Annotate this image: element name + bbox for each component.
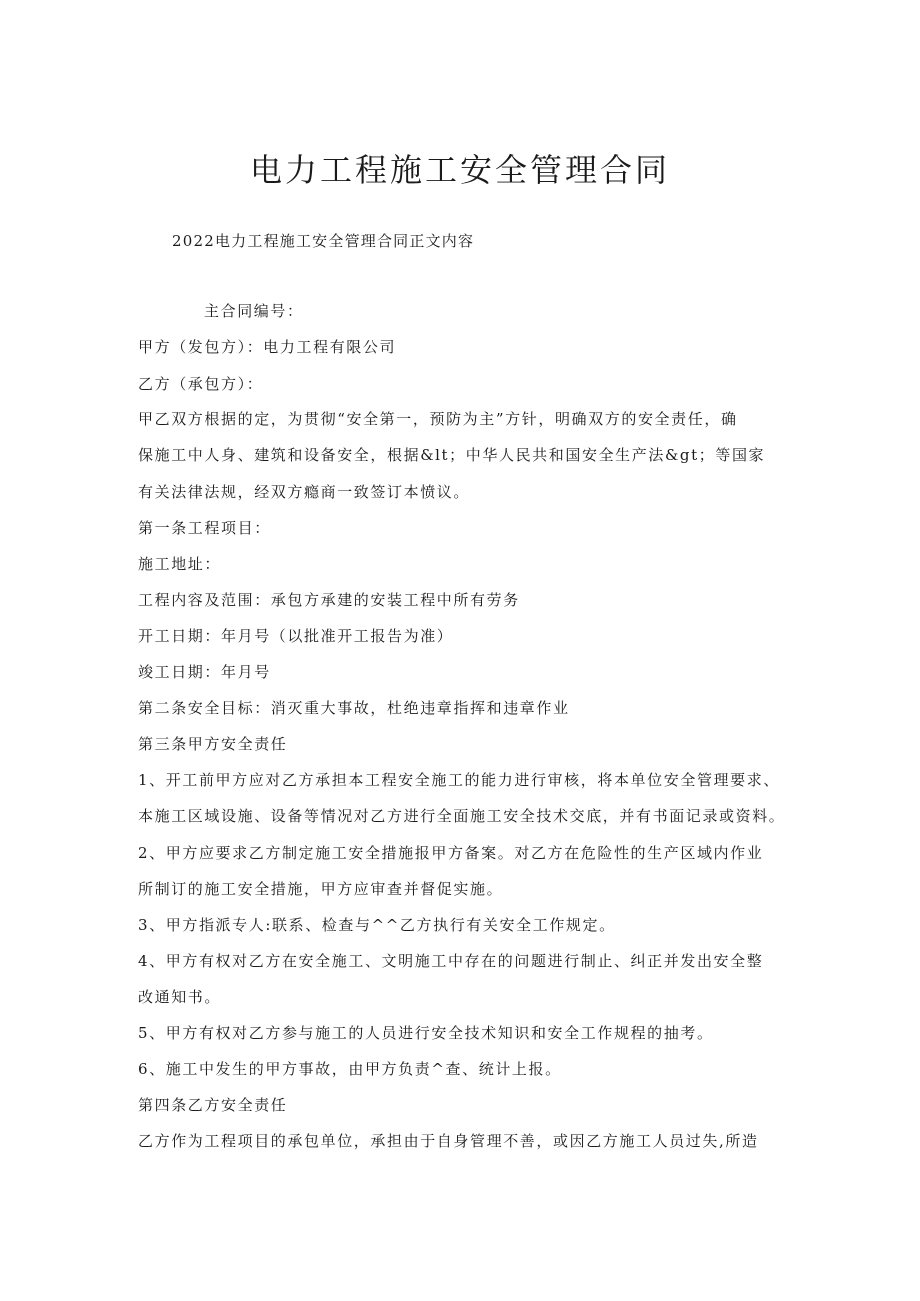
paragraph-line: 4、甲方有权对乙方在安全施工、文明施工中存在的问题进行制止、纠正并发出安全整: [138, 952, 764, 970]
contract-number-line: 主合同编号：: [204, 302, 304, 320]
paragraph-line: 本施工区域设施、设备等情况对乙方进行全面施工安全技术交底，并有书面记录或资料。: [138, 807, 786, 825]
paragraph-line: 有关法律法规，经双方瘾商一致签订本愤议。: [138, 483, 471, 501]
paragraph-line: 6、施工中发生的甲方事故，由甲方负责^查、统计上报。: [138, 1060, 562, 1078]
paragraph-line: 所制订的施工安全措施，甲方应审查并督促实施。: [138, 880, 504, 898]
article-heading: 第四条乙方安全责任: [138, 1096, 288, 1114]
party-b-line: 乙方（承包方）：: [138, 375, 264, 393]
document-title: 电力工程施工安全管理合同: [249, 151, 670, 189]
paragraph-line: 工程内容及范围：承包方承建的安装工程中所有劳务: [138, 591, 520, 609]
article-heading: 第二条安全目标：消灭重大事故，杜绝违章指挥和违章作业: [138, 699, 570, 717]
paragraph-line: 竣工日期：年月号: [138, 663, 271, 681]
paragraph-line: 施工地址：: [138, 555, 222, 573]
paragraph-line: 5、甲方有权对乙方参与施工的人员进行安全技术知识和安全工作规程的抽考。: [138, 1024, 714, 1042]
article-heading: 第三条甲方安全责任: [138, 735, 288, 753]
paragraph-line: 开工日期：年月号（以批准开工报告为准）: [138, 627, 454, 645]
paragraph-line: 甲乙双方根据的定，为贯彻“安全第一，预防为主”方针，明确双方的安全责任，确: [138, 410, 738, 428]
article-heading: 第一条工程项目：: [138, 519, 271, 537]
paragraph-line: 2、甲方应要求乙方制定施工安全措施报甲方备案。对乙方在危险性的生产区域内作业: [138, 844, 764, 862]
paragraph-line: 3、甲方指派专人:联系、检查与^^乙方执行有关安全工作规定。: [138, 916, 616, 934]
paragraph-line: 改通知书。: [138, 988, 222, 1006]
party-a-line: 甲方（发包方）：电力工程有限公司: [138, 338, 397, 356]
paragraph-line: 保施工中人身、建筑和设备安全，根据&lt；中华人民共和国安全生产法&gt；等国家: [138, 446, 766, 464]
document-subtitle: 2022电力工程施工安全管理合同正文内容: [172, 232, 475, 250]
paragraph-line: 乙方作为工程项目的承包单位，承担由于自身管理不善，或因乙方施工人员过失,所造: [138, 1132, 759, 1150]
paragraph-line: 1、开工前甲方应对乙方承担本工程安全施工的能力进行审核，将本单位安全管理要求、: [138, 771, 780, 789]
